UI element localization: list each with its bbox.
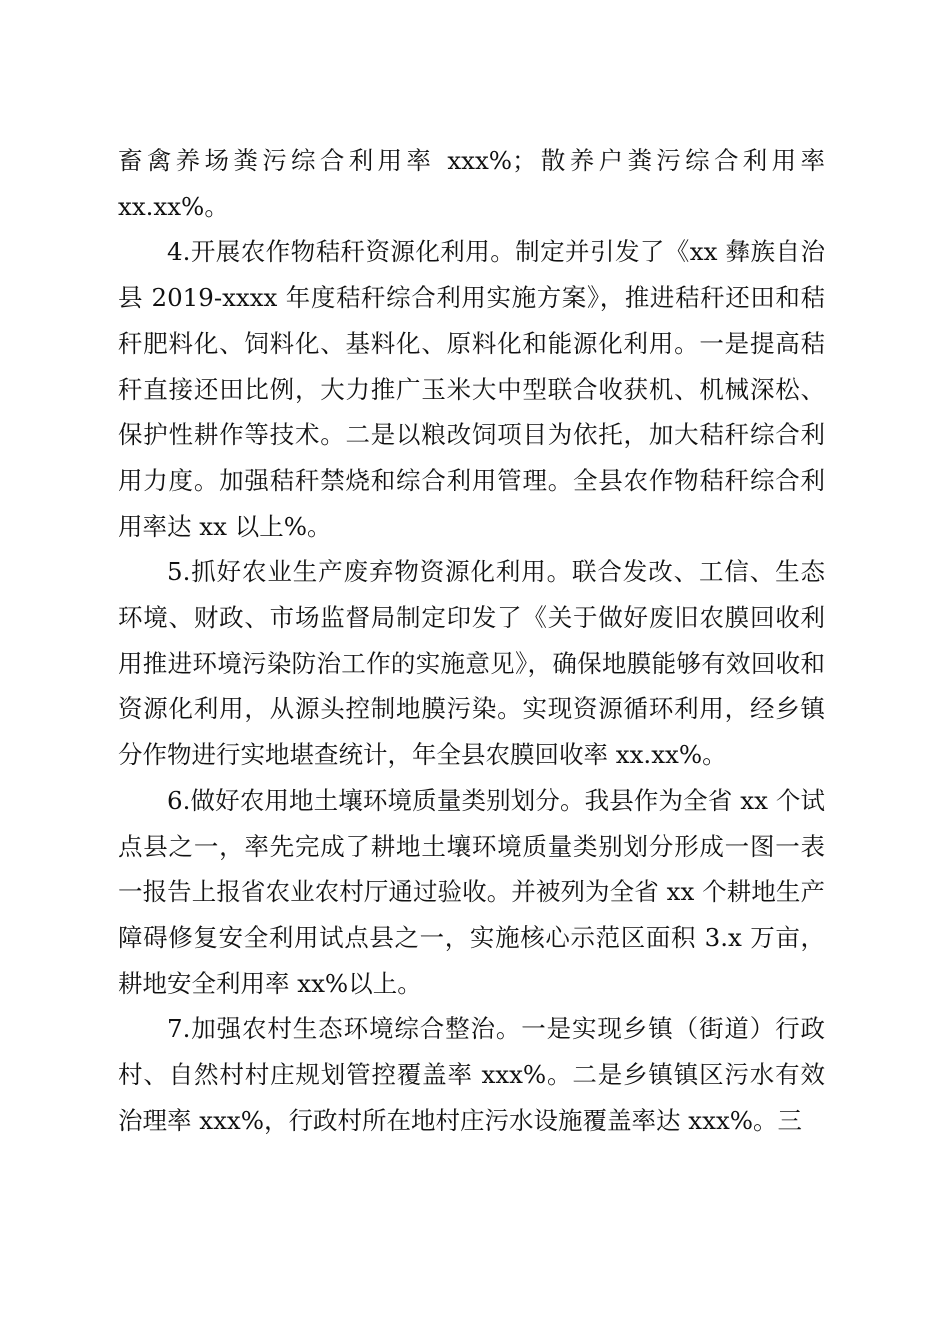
paragraph-livestock-manure: 畜禽养场粪污综合利用率 xxx%；散养户粪污综合利用率 xx.xx%。 — [118, 146, 825, 221]
paragraph-4-straw-utilization: 4.开展农作物秸秆资源化利用。制定并引发了《xx 彝族自治县 2019-xxxx 年度秸秆综合利用实施方案》，推进秸秆还田和秸秆肥料化、饲料化、基料化、原料化和能源化利用。一是提高秸秆直接还田比例，大力推广玉米大中型联合收获机、机械深松、保护性耕作等技术。二是以粮改饲项目为依托，加大秸秆综合利用力度。加强秸秆禁烧和综合利用管理。全县农作物秸秆综合利用率达 xx 以上%。 — [118, 237, 825, 541]
paragraph-7-rural-environment: 7.加强农村生态环境综合整治。一是实现乡镇（街道）行政村、自然村村庄规划管控覆盖率 xxx%。二是乡镇镇区污水有效治理率 xxx%，行政村所在地村庄污水设施覆盖率达 xxx%。三 — [118, 1014, 825, 1135]
paragraph-6-soil-classification: 6.做好农用地土壤环境质量类别划分。我县作为全省 xx 个试点县之一，率先完成了耕地土壤环境质量类别划分形成一图一表一报告上报省农业农村厅通过验收。并被列为全省 xx 个耕地生产障碍修复安全利用试点县之一，实施核心示范区面积 3.x 万亩，耕地安全利用率 xx%以上。 — [118, 785, 825, 998]
paragraph-5-waste-recycling: 5.抓好农业生产废弃物资源化利用。联合发改、工信、生态环境、财政、市场监督局制定印发了《关于做好废旧农膜回收利用推进环境污染防治工作的实施意见》，确保地膜能够有效回收和资源化利用，从源头控制地膜污染。实现资源循环利用，经乡镇分作物进行实地堪查统计，年全县农膜回收率 xx.xx%。 — [118, 557, 825, 770]
document-body — [118, 138, 825, 1143]
